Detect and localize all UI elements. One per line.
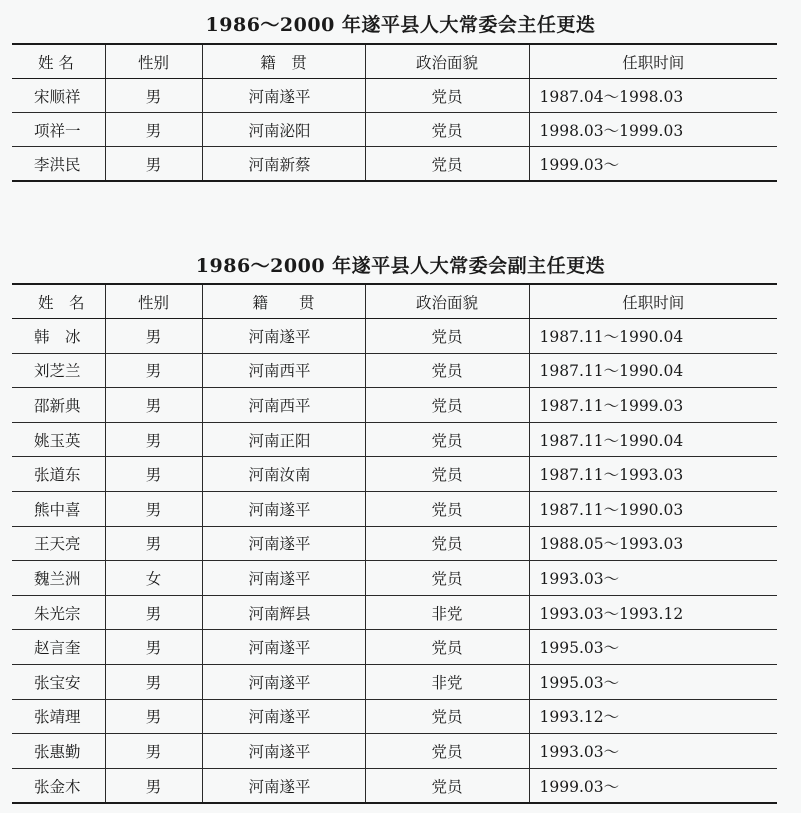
cell-gender: 男 xyxy=(105,664,202,699)
cell-gender: 男 xyxy=(105,630,202,665)
cell-gender: 男 xyxy=(105,113,202,147)
cell-term: 1993.03～ xyxy=(529,561,777,596)
cell-name: 韩 冰 xyxy=(12,319,105,354)
header-row xyxy=(12,284,777,319)
cell-term: 1987.11～1990.04 xyxy=(529,319,777,354)
header-name: 姓 名 xyxy=(12,284,105,319)
header-name: 姓 名 xyxy=(12,44,105,79)
header-party: 政治面貌 xyxy=(365,284,529,319)
table-row xyxy=(12,353,777,388)
cell-name: 张惠勤 xyxy=(12,734,105,769)
header-gender: 性别 xyxy=(105,284,202,319)
cell-gender: 男 xyxy=(105,526,202,561)
cell-name: 邵新典 xyxy=(12,388,105,423)
cell-name: 李洪民 xyxy=(12,147,105,182)
cell-name: 王天亮 xyxy=(12,526,105,561)
cell-term: 1987.11～1990.04 xyxy=(529,422,777,457)
header-party: 政治面貌 xyxy=(365,44,529,79)
cell-term: 1993.12～ xyxy=(529,699,777,734)
cell-party: 党员 xyxy=(365,734,529,769)
cell-name: 魏兰洲 xyxy=(12,561,105,596)
cell-origin: 河南正阳 xyxy=(202,422,365,457)
cell-origin: 河南西平 xyxy=(202,353,365,388)
table1-title: 1986～2000 年遂平县人大常委会主任更迭 xyxy=(205,14,596,36)
cell-party: 党员 xyxy=(365,353,529,388)
cell-party: 党员 xyxy=(365,457,529,492)
table-row xyxy=(12,561,777,596)
cell-origin: 河南新蔡 xyxy=(202,147,365,182)
cell-origin: 河南遂平 xyxy=(202,630,365,665)
cell-party: 党员 xyxy=(365,113,529,147)
cell-term: 1998.03～1999.03 xyxy=(529,113,777,147)
cell-term: 1988.05～1993.03 xyxy=(529,526,777,561)
table-row xyxy=(12,595,777,630)
cell-name: 姚玉英 xyxy=(12,422,105,457)
cell-origin: 河南辉县 xyxy=(202,595,365,630)
cell-gender: 男 xyxy=(105,353,202,388)
table-row xyxy=(12,630,777,665)
cell-term: 1987.04～1998.03 xyxy=(529,79,777,113)
cell-term: 1987.11～1990.03 xyxy=(529,491,777,526)
cell-party: 党员 xyxy=(365,630,529,665)
table-row xyxy=(12,491,777,526)
cell-gender: 男 xyxy=(105,595,202,630)
cell-party: 党员 xyxy=(365,491,529,526)
cell-term: 1995.03～ xyxy=(529,664,777,699)
cell-gender: 男 xyxy=(105,422,202,457)
cell-origin: 河南遂平 xyxy=(202,561,365,596)
cell-party: 党员 xyxy=(365,526,529,561)
cell-name: 熊中喜 xyxy=(12,491,105,526)
cell-term: 1993.03～1993.12 xyxy=(529,595,777,630)
cell-party: 非党 xyxy=(365,664,529,699)
header-row xyxy=(12,44,777,79)
cell-origin: 河南遂平 xyxy=(202,319,365,354)
cell-party: 非党 xyxy=(365,595,529,630)
cell-origin: 河南西平 xyxy=(202,388,365,423)
table-row xyxy=(12,526,777,561)
cell-gender: 女 xyxy=(105,561,202,596)
cell-party: 党员 xyxy=(365,147,529,182)
deputy-directors-table xyxy=(12,283,777,804)
cell-origin: 河南遂平 xyxy=(202,491,365,526)
table-row xyxy=(12,734,777,769)
cell-gender: 男 xyxy=(105,319,202,354)
cell-origin: 河南遂平 xyxy=(202,768,365,803)
cell-gender: 男 xyxy=(105,388,202,423)
cell-term: 1999.03～ xyxy=(529,147,777,182)
cell-name: 赵言奎 xyxy=(12,630,105,665)
cell-origin: 河南遂平 xyxy=(202,699,365,734)
header-origin: 籍 贯 xyxy=(202,44,365,79)
table-row xyxy=(12,147,777,182)
cell-term: 1995.03～ xyxy=(529,630,777,665)
cell-term: 1987.11～1990.04 xyxy=(529,353,777,388)
cell-name: 张靖理 xyxy=(12,699,105,734)
cell-gender: 男 xyxy=(105,147,202,182)
cell-gender: 男 xyxy=(105,79,202,113)
cell-party: 党员 xyxy=(365,768,529,803)
table-row xyxy=(12,388,777,423)
table-row xyxy=(12,319,777,354)
header-gender: 性别 xyxy=(105,44,202,79)
table-row xyxy=(12,699,777,734)
cell-term: 1987.11～1993.03 xyxy=(529,457,777,492)
cell-origin: 河南泌阳 xyxy=(202,113,365,147)
header-origin: 籍 贯 xyxy=(202,284,365,319)
cell-name: 刘芝兰 xyxy=(12,353,105,388)
cell-party: 党员 xyxy=(365,699,529,734)
cell-gender: 男 xyxy=(105,768,202,803)
cell-gender: 男 xyxy=(105,491,202,526)
cell-name: 张金木 xyxy=(12,768,105,803)
table-row xyxy=(12,422,777,457)
cell-name: 张道东 xyxy=(12,457,105,492)
cell-party: 党员 xyxy=(365,388,529,423)
table-row xyxy=(12,768,777,803)
cell-gender: 男 xyxy=(105,699,202,734)
cell-name: 项祥一 xyxy=(12,113,105,147)
cell-party: 党员 xyxy=(365,561,529,596)
table-row xyxy=(12,664,777,699)
cell-origin: 河南遂平 xyxy=(202,79,365,113)
header-term: 任职时间 xyxy=(529,284,777,319)
cell-name: 朱光宗 xyxy=(12,595,105,630)
header-term: 任职时间 xyxy=(529,44,777,79)
cell-party: 党员 xyxy=(365,319,529,354)
table2-title: 1986～2000 年遂平县人大常委会副主任更迭 xyxy=(195,255,606,277)
table-row xyxy=(12,113,777,147)
cell-term: 1999.03～ xyxy=(529,768,777,803)
cell-gender: 男 xyxy=(105,457,202,492)
cell-name: 张宝安 xyxy=(12,664,105,699)
cell-origin: 河南遂平 xyxy=(202,734,365,769)
cell-origin: 河南遂平 xyxy=(202,664,365,699)
table-row xyxy=(12,79,777,113)
cell-party: 党员 xyxy=(365,79,529,113)
cell-term: 1993.03～ xyxy=(529,734,777,769)
cell-party: 党员 xyxy=(365,422,529,457)
cell-gender: 男 xyxy=(105,734,202,769)
cell-name: 宋顺祥 xyxy=(12,79,105,113)
cell-term: 1987.11～1999.03 xyxy=(529,388,777,423)
cell-origin: 河南汝南 xyxy=(202,457,365,492)
cell-origin: 河南遂平 xyxy=(202,526,365,561)
table-row xyxy=(12,457,777,492)
directors-table xyxy=(12,43,777,182)
